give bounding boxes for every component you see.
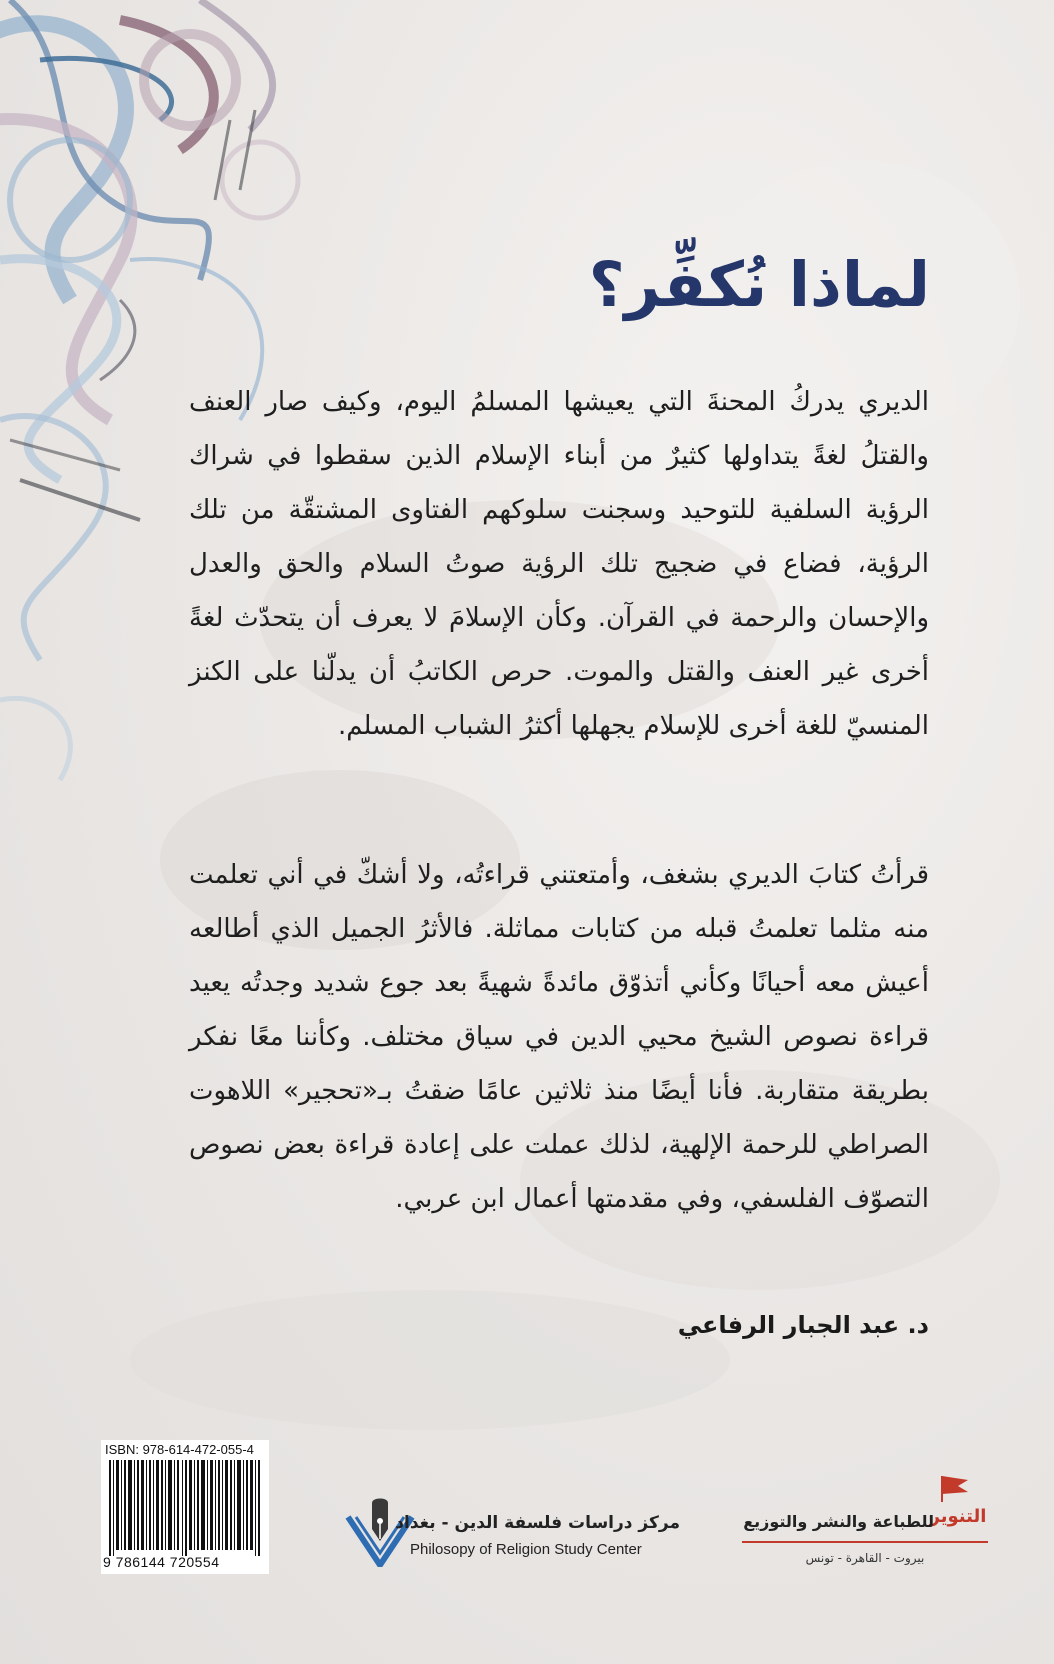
blurb-paragraph-1: الديري يدركُ المحنةَ التي يعيشها المسلمُ اليوم، وكيف صار العنف والقتلُ لغةً يتداولها كثيرٌ من أبناء الإسلام الذين سقطوا في شراك الرؤية السلفية للتوحيد وسجنت سلوكهم الفتاوى المشتقّة من تلك الرؤية، فضاع في ضجيج تلك الرؤية صوتُ السلام والحق والعدل والإحسان والرحمة في القرآن. وكأن الإسلامَ لا يعرف أن يتحدّث لغةً أخرى غير العنف والقتل والموت. حرص الكاتبُ أن يدلّنا على الكنز المنسيّ للغة أخرى للإسلام يجهلها أكثرُ الشباب المسلم.	[189, 387, 929, 741]
publisher-cities: بيروت - القاهرة - تونس	[805, 1551, 925, 1565]
blurb-author: د. عبد الجبار الرفاعي	[677, 1311, 929, 1339]
center-name-arabic: مركز دراسات فلسفة الدين - بغداد	[395, 1513, 680, 1533]
publisher-logo-text: التنوير	[929, 1506, 986, 1527]
blurb-paragraph-2: قرأتُ كتابَ الديري بشغف، وأمتعتني قراءتُه، ولا أشكّ في أني تعلمت منه مثلما تعلمتُ قبله من كتابات مماثلة. فالأثرُ الجميل الذي أطالعه أعيش معه أحيانًا وكأني أتذوّق مائدةً شهيةً بعد جوع شديد وجدتُه يعيد قراءة نصوص الشيخ محيي الدين في سياق مختلف. وكأننا معًا نفكر بطريقة متقاربة. فأنا أيضًا منذ ثلاثين عامًا ضقتُ بـ«تحجير» اللاهوت الصراطي للرحمة الإلهية، لذلك عملت على إعادة قراءة بعض نصوص التصوّف الفلسفي، وفي مقدمتها أعمال ابن عربي.	[189, 860, 929, 1214]
isbn-barcode	[101, 1440, 269, 1574]
publisher-name: للطباعة والنشر والتوزيع	[743, 1512, 934, 1531]
publisher-divider	[742, 1541, 988, 1543]
isbn-digits: 9 786144 720554	[103, 1554, 220, 1570]
center-name-english: Philosopy of Religion Study Center	[410, 1541, 642, 1558]
book-title: لماذا نُكفِّر؟	[588, 248, 930, 321]
isbn-label: ISBN: 978-614-472-055-4	[105, 1442, 254, 1457]
flag-logo-icon	[928, 1472, 986, 1532]
barcode-icon	[109, 1460, 263, 1556]
